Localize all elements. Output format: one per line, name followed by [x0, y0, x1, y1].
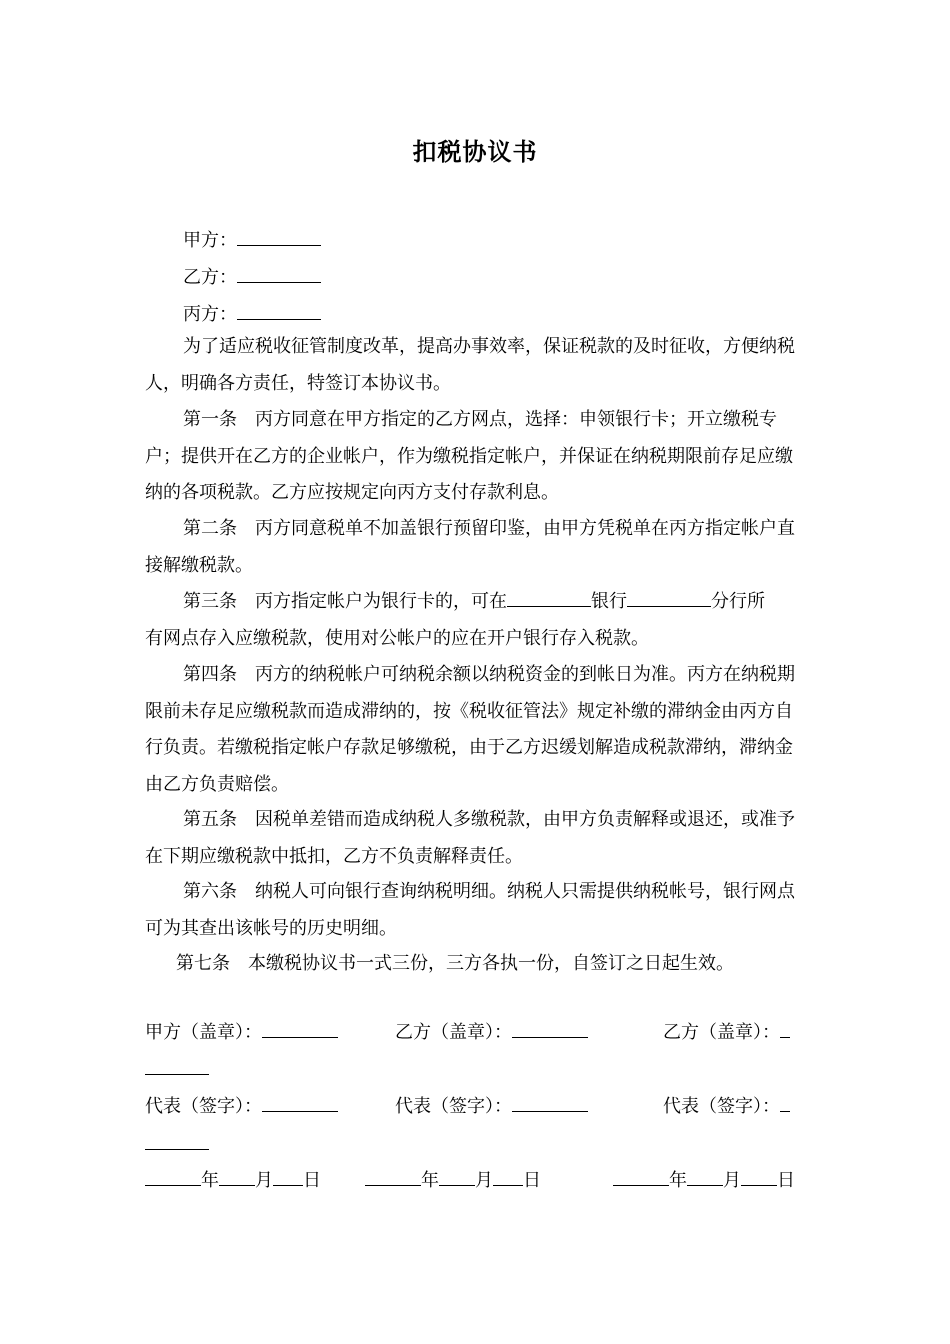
- article-2-text: 丙方同意税单不加盖银行预留印鉴，由甲方凭税单在丙方指定帐户直接解缴税款。: [145, 518, 795, 576]
- article-7: [145, 946, 805, 983]
- article-4: [145, 657, 805, 803]
- rep-party-a-blank: [262, 1093, 338, 1112]
- article-1: [145, 402, 805, 512]
- rep-party-b-blank: [512, 1093, 588, 1112]
- article-6-label: 第六条: [183, 881, 237, 902]
- date-party-b: [365, 1167, 541, 1193]
- date-b-year-label: 年: [421, 1170, 439, 1191]
- article-3-label: 第三条: [183, 591, 237, 612]
- article-4-label: 第四条: [183, 664, 237, 685]
- seal-party-a-label: 甲方（盖章）：: [145, 1022, 262, 1043]
- article-2: [145, 511, 805, 584]
- seal-party-b: [395, 1019, 588, 1045]
- party-a-blank: [237, 227, 321, 246]
- party-b-line: [183, 264, 321, 290]
- intro-text: 为了适应税收征管制度改革，提高办事效率，保证税款的及时征收，方便纳税人，明确各方责任，特签订本协议书。: [145, 336, 795, 394]
- party-c-label: 丙方：: [183, 304, 237, 325]
- article-5-label: 第五条: [183, 809, 237, 830]
- date-b-month-label: 月: [475, 1170, 493, 1191]
- rep-party-b-label: 代表（签字）：: [395, 1096, 512, 1117]
- date-c-month-label: 月: [723, 1170, 741, 1191]
- article-6: [145, 874, 805, 947]
- seal-party-c-label: 乙方（盖章）：: [663, 1022, 780, 1043]
- rep-party-c-blank: [780, 1093, 790, 1112]
- date-a-month-blank: [219, 1167, 255, 1186]
- seal-party-b-label: 乙方（盖章）：: [395, 1022, 512, 1043]
- party-a-line: [183, 227, 321, 253]
- rep-party-c-label: 代表（签字）：: [663, 1096, 780, 1117]
- party-c-blank: [237, 301, 321, 320]
- date-c-year-blank: [613, 1167, 669, 1186]
- date-party-a: [145, 1167, 321, 1193]
- date-c-year-label: 年: [669, 1170, 687, 1191]
- seal-party-c: [663, 1019, 790, 1045]
- rep-party-c: [663, 1093, 790, 1119]
- date-a-day-label: 日: [303, 1170, 321, 1191]
- rep-party-b: [395, 1093, 588, 1119]
- article-1-text: 丙方同意在甲方指定的乙方网点，选择：申领银行卡；开立缴税专户；提供开在乙方的企业帐户，作为缴税指定帐户，并保证在纳税期限前存足应缴纳的各项税款。乙方应按规定向丙方支付存款利息。: [145, 409, 793, 503]
- rep-party-a: [145, 1093, 338, 1119]
- branch-name-blank: [627, 588, 711, 607]
- article-3-text-3: 分行所: [711, 591, 765, 612]
- article-3-text-2: 银行: [591, 591, 627, 612]
- rep-party-a-label: 代表（签字）：: [145, 1096, 262, 1117]
- article-5-text: 因税单差错而造成纳税人多缴税款，由甲方负责解释或退还，或准予在下期应缴税款中抵扣，乙方不负责解释责任。: [145, 809, 795, 867]
- date-a-month-label: 月: [255, 1170, 273, 1191]
- bank-name-blank: [507, 588, 591, 607]
- party-b-blank: [237, 264, 321, 283]
- party-c-line: [183, 301, 321, 327]
- date-b-day-label: 日: [523, 1170, 541, 1191]
- article-1-label: 第一条: [183, 409, 237, 430]
- seal-party-c-blank-continued: [145, 1074, 209, 1075]
- date-a-year-blank: [145, 1167, 201, 1186]
- date-c-day-blank: [741, 1167, 777, 1186]
- date-a-year-label: 年: [201, 1170, 219, 1191]
- date-c-day-label: 日: [777, 1170, 795, 1191]
- date-b-day-blank: [493, 1167, 523, 1186]
- article-2-label: 第二条: [183, 518, 237, 539]
- seal-party-c-blank: [780, 1019, 790, 1038]
- article-5: [145, 802, 805, 875]
- article-6-text: 纳税人可向银行查询纳税明细。纳税人只需提供纳税帐号，银行网点可为其查出该帐号的历史明细。: [145, 881, 795, 939]
- article-3-text-4: 有网点存入应缴税款，使用对公帐户的应在开户银行存入税款。: [145, 627, 649, 649]
- date-c-month-blank: [687, 1167, 723, 1186]
- seal-party-a-blank: [262, 1019, 338, 1038]
- date-b-month-blank: [439, 1167, 475, 1186]
- seal-party-a: [145, 1019, 338, 1045]
- rep-party-c-blank-continued: [145, 1149, 209, 1150]
- article-4-text: 丙方的纳税帐户可纳税余额以纳税资金的到帐日为准。丙方在纳税期限前未存足应缴税款而造成滞纳的，按《税收征管法》规定补缴的滞纳金由丙方自行负责。若缴税指定帐户存款足够缴税，由于乙方迟缓划解造成税款滞纳，滞纳金由乙方负责赔偿。: [145, 664, 795, 795]
- date-a-day-blank: [273, 1167, 303, 1186]
- party-a-label: 甲方：: [183, 230, 237, 251]
- date-b-year-blank: [365, 1167, 421, 1186]
- article-7-text: 本缴税协议书一式三份，三方各执一份，自签订之日起生效。: [248, 953, 734, 974]
- intro-paragraph: [145, 329, 805, 402]
- party-b-label: 乙方：: [183, 267, 237, 288]
- article-3-text-1: 丙方指定帐户为银行卡的，可在: [255, 591, 507, 612]
- article-7-label: 第七条: [176, 953, 230, 974]
- article-3: [145, 584, 805, 657]
- document-title: 扣税协议书: [412, 137, 538, 166]
- seal-party-b-blank: [512, 1019, 588, 1038]
- date-party-c: [613, 1167, 795, 1193]
